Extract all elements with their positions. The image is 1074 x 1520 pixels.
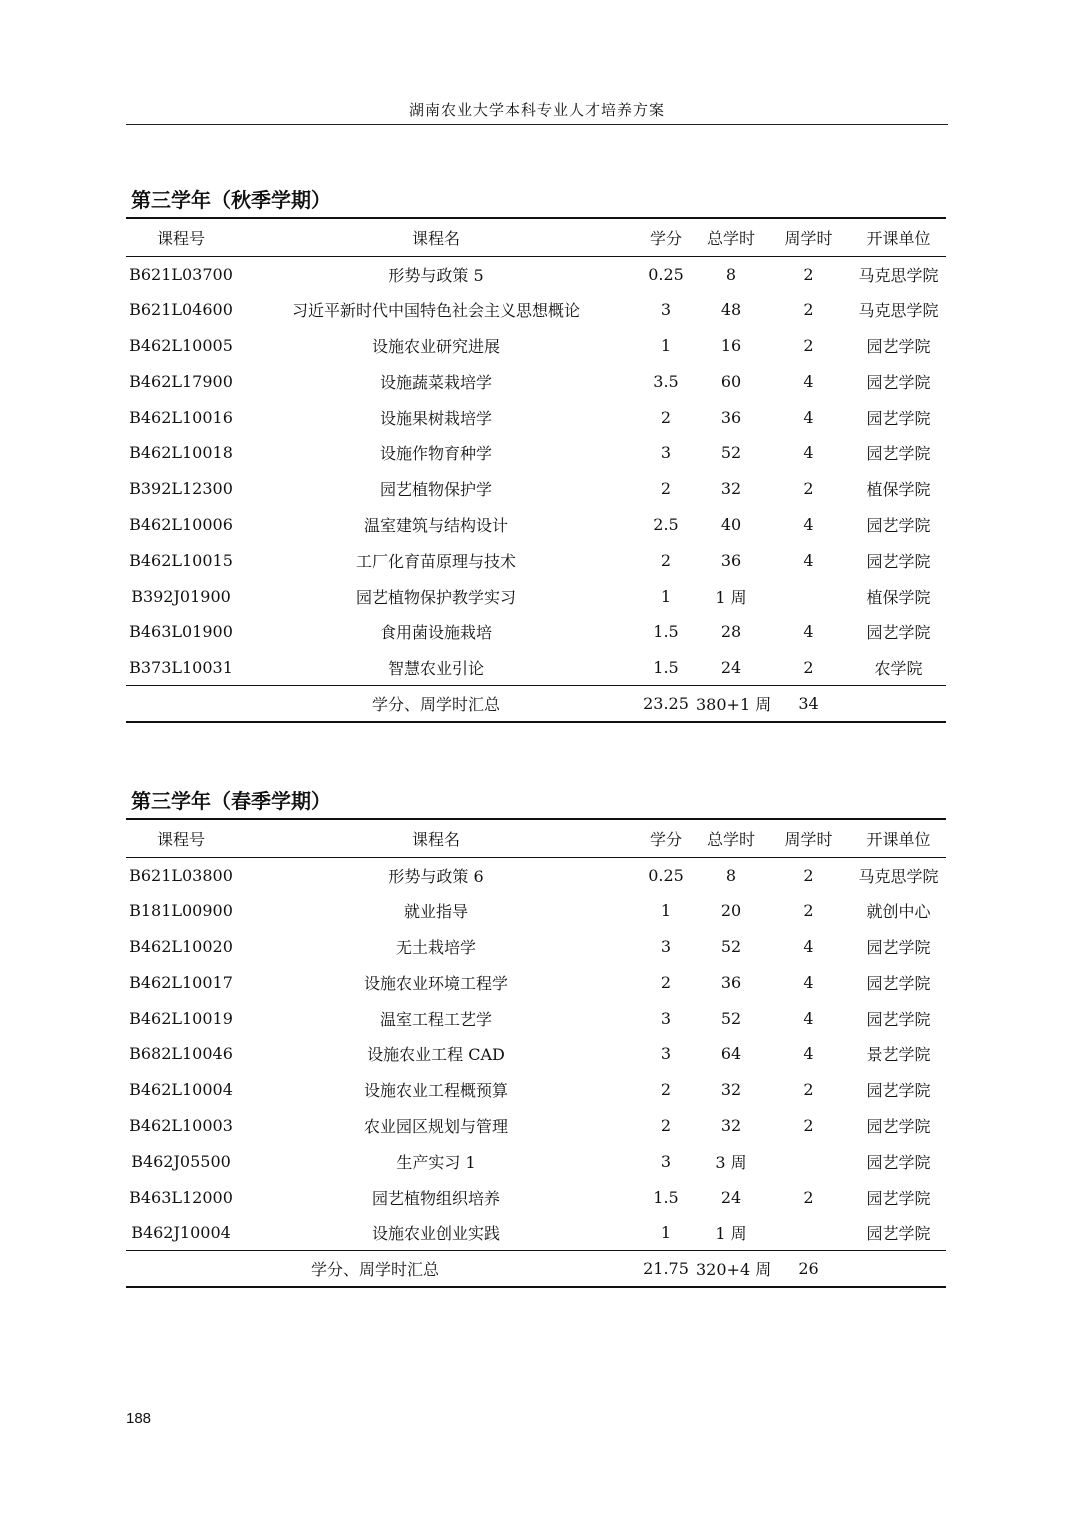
total-credits: 23.25: [643, 693, 689, 713]
weekly-hours-cell: 2: [803, 264, 814, 284]
autumn-total-row: [126, 686, 946, 722]
credits-cell: 0.25: [648, 865, 684, 885]
course-name-cell: 就业指导: [403, 902, 468, 922]
total-hours-cell: 1 周: [715, 587, 747, 607]
credits-cell: 0.25: [648, 264, 684, 284]
credits-cell: 1: [660, 901, 672, 921]
department-cell: 园艺学院: [866, 444, 931, 464]
department-cell: 园艺学院: [866, 937, 931, 957]
total-hours-cell: 32: [720, 479, 742, 499]
department-cell: 园艺学院: [866, 1116, 931, 1136]
course-name-cell: 生产实习 1: [396, 1152, 476, 1172]
credits-cell: 2: [660, 550, 672, 570]
header-course-code: 课程号: [156, 829, 205, 849]
table-row: [126, 1143, 946, 1179]
spring-table-body: [126, 857, 946, 1251]
total-hours-cell: 28: [720, 622, 742, 642]
header-department: 开课单位: [866, 228, 931, 248]
total-weekly-hours: 26: [798, 1259, 819, 1279]
course-code-cell: B462L10019: [129, 1008, 233, 1028]
course-name-cell: 设施农业研究进展: [371, 336, 500, 356]
table-row: [126, 1000, 946, 1036]
table-header-row: [126, 218, 946, 256]
total-hours-cell: 36: [720, 972, 742, 992]
table-row: [126, 1179, 946, 1215]
course-name-cell: 形势与政策 6: [388, 866, 484, 886]
weekly-hours-cell: 2: [803, 865, 814, 885]
table-row: [126, 1215, 946, 1251]
course-code-cell: B462L10017: [129, 972, 233, 992]
table-row: [126, 1036, 946, 1072]
credits-cell: 1.5: [653, 1187, 679, 1207]
course-code-cell: B682L10046: [129, 1044, 233, 1064]
credits-cell: 2.5: [653, 514, 679, 534]
total-hours-cell: 52: [720, 443, 742, 463]
course-name-cell: 温室工程工艺学: [379, 1009, 492, 1029]
course-code-cell: B463L12000: [129, 1187, 233, 1207]
total-credits: 21.75: [643, 1259, 689, 1279]
course-name-cell: 园艺植物组织培养: [371, 1188, 500, 1208]
credits-cell: 3: [660, 1008, 672, 1028]
department-cell: 园艺学院: [866, 408, 931, 428]
credits-cell: 1.5: [653, 657, 679, 677]
autumn-semester-title: 第三学年（秋季学期）: [131, 188, 331, 212]
table-row: [126, 507, 946, 543]
table-row: [126, 614, 946, 650]
department-cell: 园艺学院: [866, 1152, 931, 1172]
total-hours-cell: 32: [720, 1115, 742, 1135]
department-cell: 园艺学院: [866, 623, 931, 643]
spring-course-table: [126, 818, 946, 1288]
credits-cell: 2: [660, 407, 672, 427]
header-weekly-hours: 周学时: [784, 228, 833, 248]
course-name-cell: 设施果树栽培学: [379, 408, 492, 428]
weekly-hours-cell: 2: [803, 1080, 814, 1100]
weekly-hours-cell: 4: [803, 622, 814, 642]
total-hours-cell: 32: [720, 1080, 742, 1100]
course-code-cell: B392L12300: [129, 479, 233, 499]
weekly-hours-cell: [766, 578, 851, 614]
weekly-hours-cell: [766, 1143, 851, 1179]
credits-cell: 2: [660, 972, 672, 992]
table-row: [126, 363, 946, 399]
course-name-cell: 设施农业工程 CAD: [367, 1045, 505, 1065]
course-code-cell: B621L03700: [129, 264, 233, 284]
weekly-hours-cell: 2: [803, 901, 814, 921]
total-hours-cell: 52: [720, 1008, 742, 1028]
course-name-cell: 食用菌设施栽培: [379, 623, 492, 643]
table-header-row: [126, 819, 946, 857]
total-hours-cell: 1 周: [715, 1224, 747, 1244]
department-cell: 园艺学院: [866, 973, 931, 993]
table-row: [126, 399, 946, 435]
table-row: [126, 292, 946, 328]
total-hours: 380+1 周: [696, 694, 772, 714]
course-name-cell: 设施作物育种学: [379, 444, 492, 464]
weekly-hours-cell: 4: [803, 972, 814, 992]
course-name-cell: 设施蔬菜栽培学: [379, 372, 492, 392]
table-row: [126, 893, 946, 929]
total-hours-cell: 24: [720, 1187, 742, 1207]
table-row: [126, 1108, 946, 1144]
total-hours-cell: 64: [720, 1044, 742, 1064]
header-total-hours: 总学时: [706, 228, 755, 248]
department-cell: 园艺学院: [866, 372, 931, 392]
table-row: [126, 578, 946, 614]
course-code-cell: B462L10018: [129, 443, 233, 463]
total-hours-cell: 36: [720, 550, 742, 570]
course-code-cell: B462L10003: [129, 1115, 233, 1135]
weekly-hours-cell: [766, 1215, 851, 1251]
department-cell: 园艺学院: [866, 551, 931, 571]
course-name-cell: 园艺植物保护教学实习: [355, 587, 516, 607]
course-name-cell: 园艺植物保护学: [379, 480, 492, 500]
weekly-hours-cell: 4: [803, 443, 814, 463]
header-credits: 学分: [649, 829, 682, 849]
course-name-cell: 温室建筑与结构设计: [363, 515, 508, 535]
course-code-cell: B463L01900: [129, 622, 233, 642]
total-hours-cell: 8: [725, 264, 737, 284]
department-cell: 植保学院: [866, 587, 931, 607]
credits-cell: 3: [660, 300, 672, 320]
department-cell: 农学院: [874, 658, 923, 678]
weekly-hours-cell: 4: [803, 1044, 814, 1064]
course-code-cell: B462L10016: [129, 407, 233, 427]
credits-cell: 1.5: [653, 622, 679, 642]
course-name-cell: 设施农业工程概预算: [363, 1081, 508, 1101]
header-total-hours: 总学时: [706, 829, 755, 849]
course-name-cell: 无土栽培学: [395, 937, 476, 957]
table-row: [126, 256, 946, 292]
department-cell: 马克思学院: [858, 866, 939, 886]
weekly-hours-cell: 4: [803, 1008, 814, 1028]
total-hours-cell: 24: [720, 657, 742, 677]
credits-cell: 2: [660, 479, 672, 499]
credits-cell: 1: [660, 586, 672, 606]
header-credits: 学分: [649, 228, 682, 248]
department-cell: 就创中心: [866, 902, 931, 922]
weekly-hours-cell: 4: [803, 371, 814, 391]
table-row: [126, 964, 946, 1000]
course-code-cell: B462L10006: [129, 514, 233, 534]
course-name-cell: 习近平新时代中国特色社会主义思想概论: [291, 301, 580, 321]
course-name-cell: 智慧农业引论: [387, 658, 484, 678]
total-hours-cell: 16: [720, 335, 742, 355]
weekly-hours-cell: 2: [803, 1187, 814, 1207]
weekly-hours-cell: 4: [803, 407, 814, 427]
course-code-cell: B462J05500: [131, 1151, 231, 1171]
department-cell: 园艺学院: [866, 336, 931, 356]
total-label: 学分、周学时汇总: [311, 1260, 440, 1280]
course-code-cell: B462J10004: [131, 1223, 231, 1243]
total-hours-cell: 48: [720, 300, 742, 320]
weekly-hours-cell: 2: [803, 300, 814, 320]
credits-cell: 3: [660, 443, 672, 463]
table-row: [126, 929, 946, 965]
header-course-name: 课程名: [411, 228, 460, 248]
total-hours-cell: 36: [720, 407, 742, 427]
course-code-cell: B181L00900: [129, 901, 233, 921]
table-row: [126, 542, 946, 578]
course-code-cell: B462L10015: [129, 550, 233, 570]
total-hours-cell: 20: [720, 901, 742, 921]
weekly-hours-cell: 2: [803, 479, 814, 499]
weekly-hours-cell: 4: [803, 936, 814, 956]
credits-cell: 3: [660, 936, 672, 956]
weekly-hours-cell: 4: [803, 550, 814, 570]
total-hours-cell: 40: [720, 514, 742, 534]
total-hours-cell: 8: [725, 865, 737, 885]
weekly-hours-cell: 2: [803, 335, 814, 355]
weekly-hours-cell: 4: [803, 514, 814, 534]
total-hours-cell: 52: [720, 936, 742, 956]
course-code-cell: B373L10031: [129, 657, 233, 677]
department-cell: 植保学院: [866, 480, 931, 500]
total-hours-cell: 3 周: [715, 1152, 747, 1172]
department-cell: 园艺学院: [866, 1009, 931, 1029]
weekly-hours-cell: 2: [803, 657, 814, 677]
header-course-code: 课程号: [156, 228, 205, 248]
credits-cell: 2: [660, 1080, 672, 1100]
header-weekly-hours: 周学时: [784, 829, 833, 849]
credits-cell: 1: [660, 335, 672, 355]
header-department: 开课单位: [866, 829, 931, 849]
table-row: [126, 650, 946, 686]
autumn-course-table: [126, 217, 946, 723]
department-cell: 园艺学院: [866, 1081, 931, 1101]
credits-cell: 3: [660, 1044, 672, 1064]
table-row: [126, 471, 946, 507]
credits-cell: 3.5: [653, 371, 679, 391]
course-name-cell: 工厂化育苗原理与技术: [355, 551, 516, 571]
table-row: [126, 328, 946, 364]
total-hours: 320+4 周: [696, 1260, 772, 1280]
weekly-hours-cell: 2: [803, 1115, 814, 1135]
credits-cell: 3: [660, 1151, 672, 1171]
course-name-cell: 农业园区规划与管理: [363, 1116, 508, 1136]
table-row: [126, 435, 946, 471]
header-course-name: 课程名: [411, 829, 460, 849]
department-cell: 马克思学院: [858, 301, 939, 321]
course-code-cell: B462L10020: [129, 936, 233, 956]
course-code-cell: B462L17900: [129, 371, 233, 391]
spring-total-row: [126, 1251, 946, 1287]
table-row: [126, 1072, 946, 1108]
course-code-cell: B392J01900: [131, 586, 231, 606]
department-cell: 景艺学院: [866, 1045, 931, 1065]
department-cell: 园艺学院: [866, 515, 931, 535]
course-code-cell: B462L10005: [129, 335, 233, 355]
credits-cell: 2: [660, 1115, 672, 1135]
total-weekly-hours: 34: [798, 693, 819, 713]
running-header: 湖南农业大学本科专业人才培养方案: [126, 96, 948, 125]
course-code-cell: B462L10004: [129, 1080, 233, 1100]
course-name-cell: 设施农业环境工程学: [363, 973, 508, 993]
spring-semester-title: 第三学年（春季学期）: [131, 789, 331, 813]
autumn-table-body: [126, 256, 946, 686]
course-name-cell: 设施农业创业实践: [371, 1224, 500, 1244]
department-cell: 园艺学院: [866, 1224, 931, 1244]
department-cell: 园艺学院: [866, 1188, 931, 1208]
department-cell: 马克思学院: [858, 265, 939, 285]
page-number: 188: [126, 1410, 152, 1427]
course-code-cell: B621L04600: [129, 300, 233, 320]
credits-cell: 1: [660, 1223, 672, 1243]
total-hours-cell: 60: [720, 371, 742, 391]
course-code-cell: B621L03800: [129, 865, 233, 885]
table-row: [126, 857, 946, 893]
course-name-cell: 形势与政策 5: [388, 265, 484, 285]
total-label: 学分、周学时汇总: [371, 694, 500, 714]
